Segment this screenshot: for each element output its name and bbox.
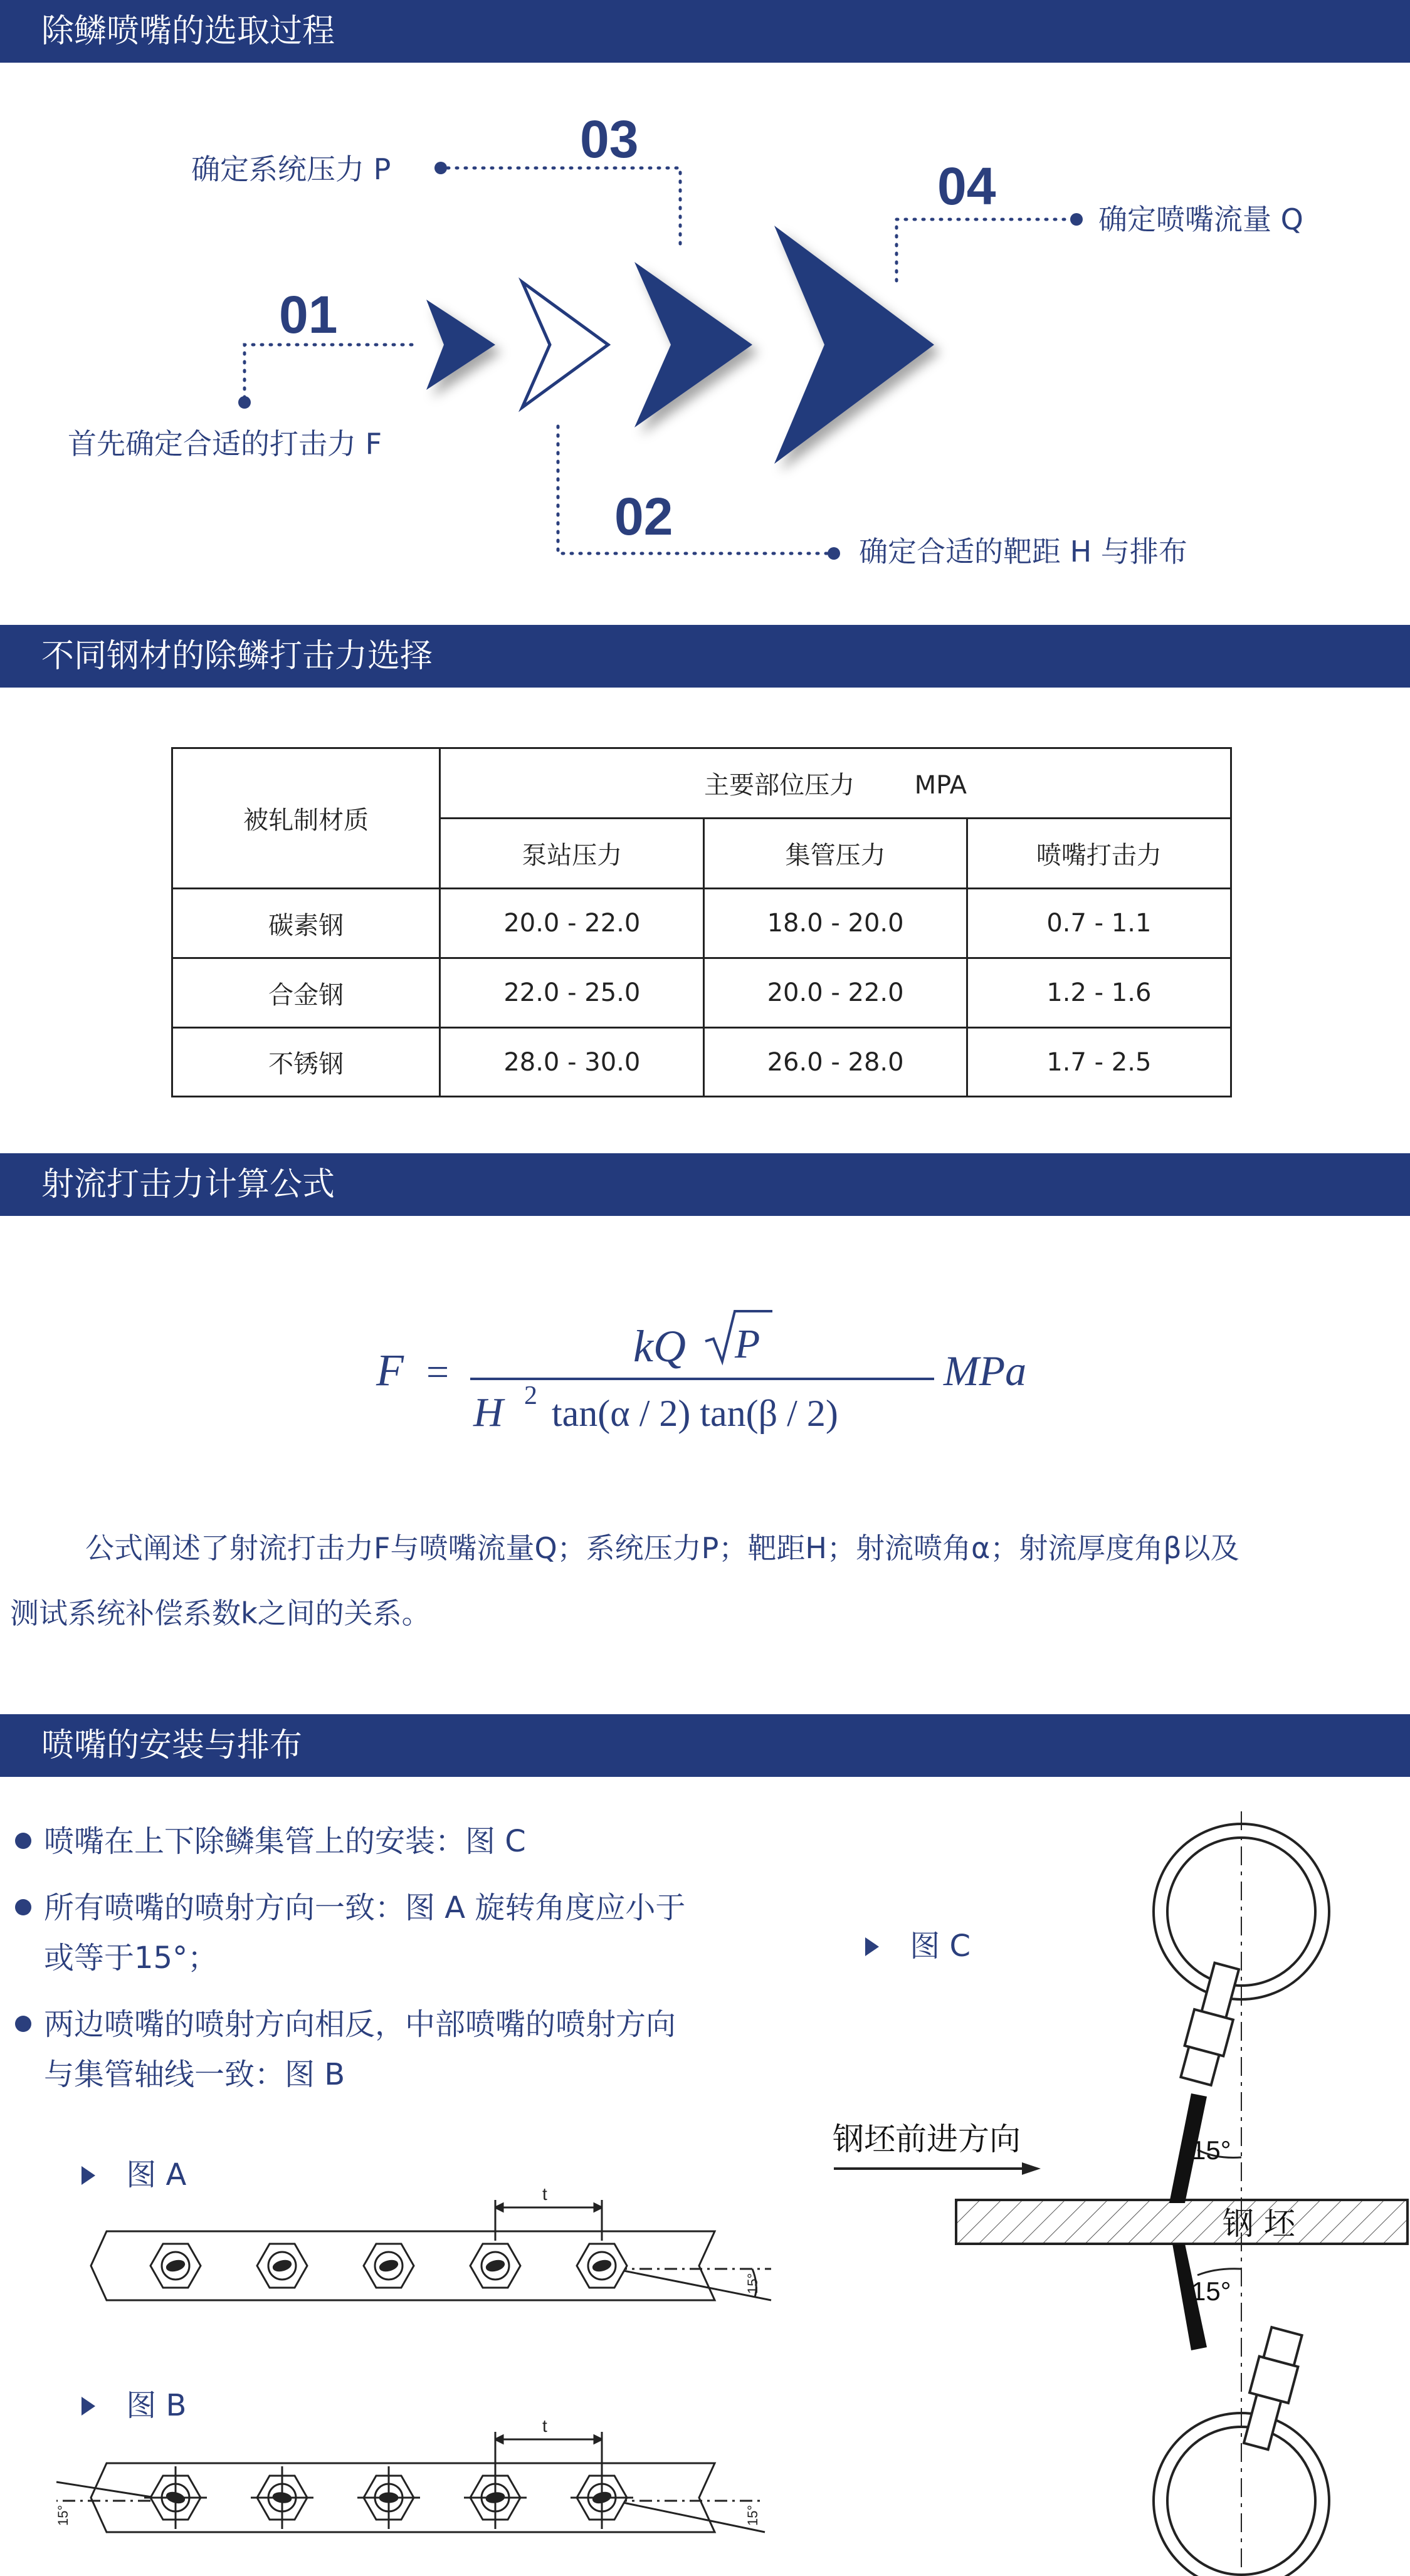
formula-tan: tan(α / 2) tan(β / 2) — [552, 1393, 838, 1434]
formula-description — [10, 1516, 1408, 1646]
bullet-text: 与集管轴线一致：图 B — [44, 2057, 345, 2092]
table-row — [172, 889, 1231, 958]
billet — [956, 2200, 1407, 2244]
angle-15-right: 15° — [745, 2505, 760, 2526]
angle-15: 15° — [745, 2273, 760, 2294]
row-value: 28.0 - 30.0 — [440, 1028, 704, 1097]
table-row — [172, 958, 1231, 1028]
section-title: 除鳞喷嘴的选取过程 — [41, 13, 335, 50]
nozzle-icon — [150, 2244, 201, 2288]
nozzle-icon — [144, 2466, 207, 2529]
step-01-number: 01 — [279, 285, 338, 344]
install-bullets — [11, 1816, 826, 2100]
nozzle-icon — [257, 2244, 307, 2288]
row-value: 0.7 - 1.1 — [967, 889, 1231, 958]
formula-lhs: F — [376, 1345, 404, 1395]
chevron-1 — [426, 300, 495, 390]
dim-t: t — [542, 2184, 547, 2204]
bullet-text: 所有喷嘴的喷射方向一致：图 A 旋转角度应小于 — [44, 1890, 686, 1925]
billet-label: 钢 坯 — [1223, 2206, 1295, 2242]
row-value: 1.7 - 2.5 — [967, 1028, 1231, 1097]
formula-unit: MPa — [944, 1347, 1027, 1395]
bullet-text: 喷嘴在上下除鳞集管上的安装：图 C — [44, 1824, 526, 1859]
impact-formula — [351, 1291, 1103, 1454]
nozzle-icon — [364, 2244, 414, 2288]
figure-c-text: 图 C — [910, 1929, 971, 1964]
figure-c-diagram — [815, 1811, 1410, 2576]
row-value: 20.0 - 22.0 — [440, 889, 704, 958]
figure-a-text: 图 A — [126, 2157, 187, 2192]
bullet-item-2 — [11, 1883, 826, 1983]
row-material: 合金钢 — [172, 958, 440, 1028]
section-header-installation — [0, 1714, 1410, 1777]
table-corner-header: 被轧制材质 — [172, 748, 440, 889]
nozzle-row — [150, 2244, 627, 2288]
row-material: 不锈钢 — [172, 1028, 440, 1097]
nozzle-icon — [251, 2466, 313, 2529]
chevron-3 — [634, 262, 752, 427]
section-header-formula — [0, 1153, 1410, 1216]
chevron-4 — [774, 226, 934, 464]
direction-label: 钢坯前进方向 — [833, 2121, 1021, 2157]
nozzle-icon — [357, 2466, 420, 2529]
col-header-nozzle-impact: 喷嘴打击力 — [967, 819, 1231, 889]
group-header-unit: MPA — [914, 771, 967, 800]
col-header-pump-pressure: 泵站压力 — [440, 819, 704, 889]
nozzle-icon — [464, 2466, 527, 2529]
section-title: 射流打击力计算公式 — [41, 1166, 335, 1203]
formula-exp: 2 — [524, 1381, 537, 1410]
nozzle-icon — [577, 2244, 627, 2288]
group-header-text: 主要部位压力 — [704, 771, 855, 800]
formula-p: P — [735, 1321, 760, 1367]
bullet-item-1 — [11, 1816, 826, 1867]
nozzle-icon — [470, 2244, 520, 2288]
figure-b-diagram — [38, 2413, 809, 2563]
bullet-dot-icon — [15, 1899, 31, 1915]
table-group-header — [440, 748, 1231, 819]
chevron-2-outline — [522, 282, 608, 407]
angle-15-left: 15° — [55, 2505, 71, 2526]
step-04-number: 04 — [937, 157, 996, 216]
formula-h: H — [473, 1390, 503, 1435]
lower-angle-15: 15° — [1191, 2276, 1231, 2306]
row-value: 18.0 - 20.0 — [704, 889, 967, 958]
bullet-dot-icon — [15, 2016, 31, 2032]
section-header-steel-impact — [0, 625, 1410, 688]
description-line-1: 公式阐述了射流打击力F与喷嘴流量Q；系统压力P；靶距H；射流喷角α；射流厚度角β以及 — [85, 1531, 1239, 1565]
bullet-text: 或等于15°； — [44, 1940, 218, 1976]
row-material: 碳素钢 — [172, 889, 440, 958]
step-02-label: 确定合适的靶距 H 与排布 — [859, 535, 1187, 568]
row-value: 1.2 - 1.6 — [967, 958, 1231, 1028]
row-value: 20.0 - 22.0 — [704, 958, 967, 1028]
bullet-text: 两边喷嘴的喷射方向相反，中部喷嘴的喷射方向 — [44, 2007, 676, 2042]
arrow-right-icon — [1022, 2162, 1041, 2175]
section-header-selection-process — [0, 0, 1410, 63]
nozzle-icon — [571, 2466, 633, 2529]
table-row — [172, 1028, 1231, 1097]
nozzle-row — [144, 2466, 633, 2529]
section-title: 喷嘴的安装与排布 — [41, 1727, 303, 1764]
figure-b-text: 图 B — [126, 2388, 187, 2423]
figure-a-diagram — [63, 2181, 802, 2344]
step-03-number: 03 — [580, 110, 639, 169]
step-01-label: 首先确定合适的打击力 F — [68, 427, 382, 461]
formula-eq: = — [426, 1349, 450, 1394]
pressure-table — [171, 747, 1232, 1097]
col-header-header-pressure: 集管压力 — [704, 819, 967, 889]
description-line-2: 测试系统补偿系数k之间的关系。 — [10, 1596, 431, 1630]
step-02-number: 02 — [614, 487, 673, 546]
step-03-label: 确定系统压力 P — [191, 152, 391, 186]
upper-angle-15: 15° — [1191, 2135, 1231, 2165]
step-04-label: 确定喷嘴流量 Q — [1098, 202, 1303, 236]
process-chevrons-diagram — [0, 63, 1410, 627]
row-value: 22.0 - 25.0 — [440, 958, 704, 1028]
formula-kq: kQ — [633, 1321, 686, 1371]
row-value: 26.0 - 28.0 — [704, 1028, 967, 1097]
bullet-item-3 — [11, 1999, 826, 2100]
section-title: 不同钢材的除鳞打击力选择 — [41, 637, 433, 675]
dim-t: t — [542, 2416, 547, 2436]
bullet-dot-icon — [15, 1833, 31, 1849]
